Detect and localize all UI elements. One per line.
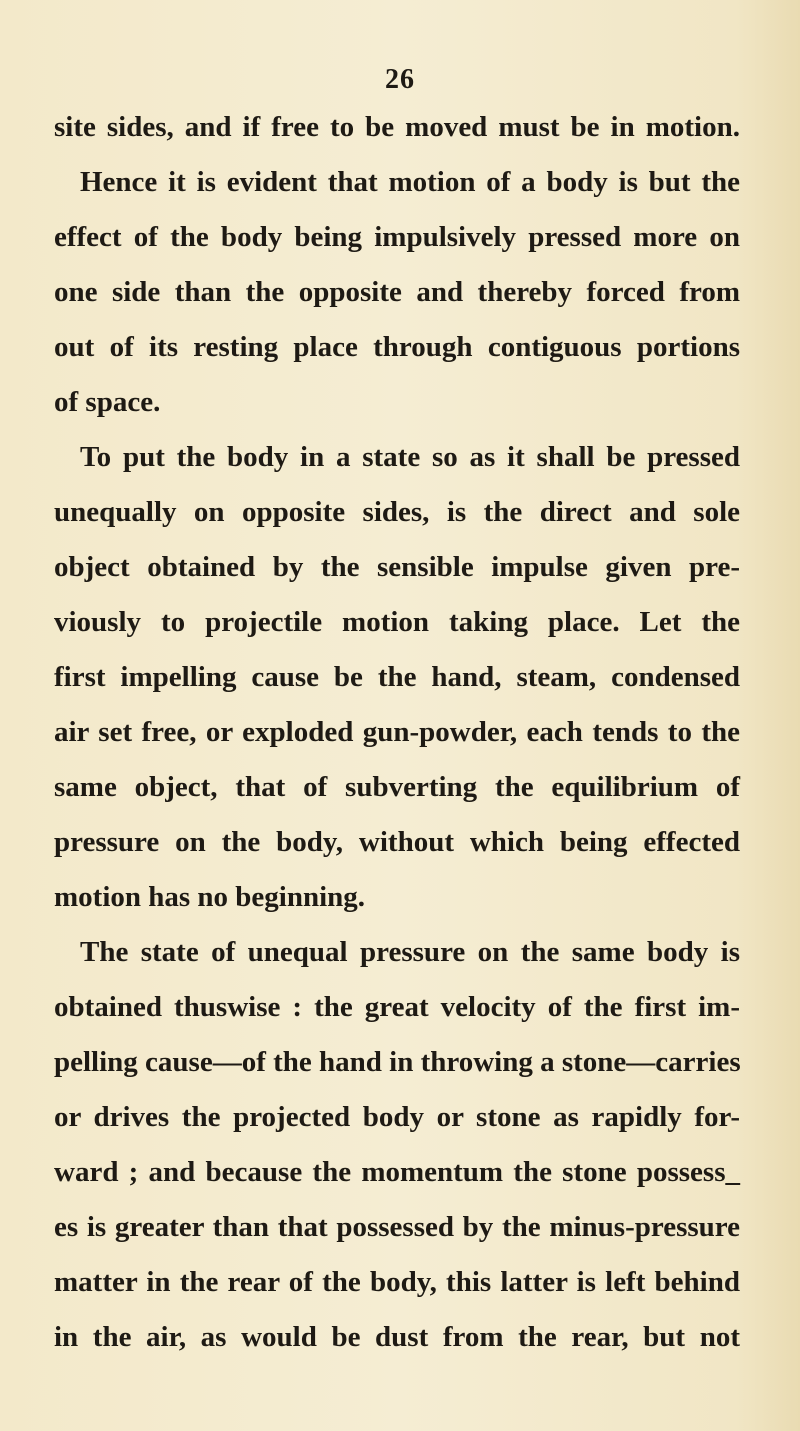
body-text: [54, 100, 740, 1365]
text-line: first impelling cause be the hand, steam, condensed: [54, 661, 740, 693]
text-line: in the air, as would be dust from the rear, but not: [54, 1321, 740, 1353]
text-line: one side than the opposite and thereby forced from: [54, 276, 740, 308]
text-line: Hence it is evident that motion of a body is but the: [80, 166, 740, 198]
page-number: 26: [385, 64, 415, 95]
text-line: matter in the rear of the body, this latter is left behind: [54, 1266, 740, 1298]
text-line: object obtained by the sensible impulse given pre-: [54, 551, 740, 583]
text-line: unequally on opposite sides, is the direct and sole: [54, 496, 740, 528]
text-line: es is greater than that possessed by the minus-pressure: [54, 1211, 740, 1243]
text-line: To put the body in a state so as it shall be pressed: [80, 441, 740, 473]
text-line: of space.: [54, 386, 161, 418]
text-line: effect of the body being impulsively pressed more on: [54, 221, 740, 253]
text-line: pressure on the body, without which being effected: [54, 826, 740, 858]
text-line: motion has no beginning.: [54, 881, 366, 913]
text-line: ward ; and because the momentum the stone possess_: [54, 1156, 740, 1188]
text-line: same object, that of subverting the equilibrium of: [54, 771, 740, 803]
text-line: obtained thuswise : the great velocity of the first im-: [54, 991, 740, 1023]
text-line: viously to projectile motion taking place. Let the: [54, 606, 740, 638]
text-line: pelling cause—of the hand in throwing a stone—carries: [54, 1046, 741, 1078]
text-line: The state of unequal pressure on the same body is: [80, 936, 740, 968]
text-line: or drives the projected body or stone as rapidly for-: [54, 1101, 740, 1133]
text-line: air set free, or exploded gun-powder, each tends to the: [54, 716, 740, 748]
text-line: out of its resting place through contiguous portions: [54, 331, 740, 363]
text-line: site sides, and if free to be moved must be in motion.: [54, 111, 740, 143]
